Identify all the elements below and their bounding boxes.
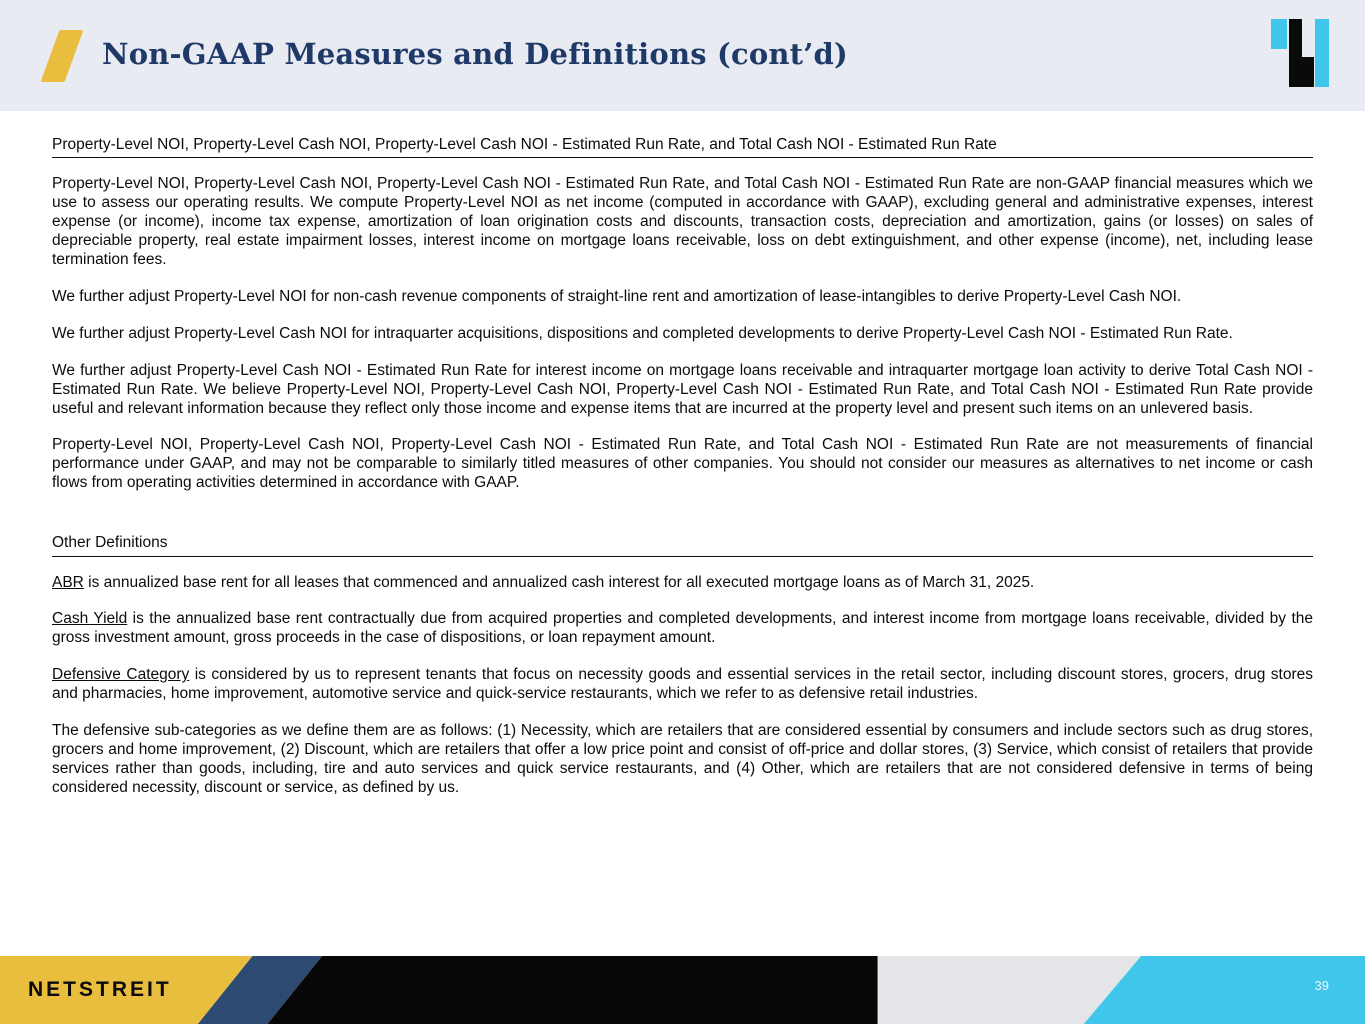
brand-wordmark: NETSTREIT	[28, 978, 172, 1001]
noi-paragraph: Property-Level NOI, Property-Level Cash NOI, Property-Level Cash NOI - Estimated Run Rate, and Total Cash NOI - Estimated Run Rate are non-GAAP financial measures which we use to assess our operating results. We compute Property-Level NOI as net income (computed in accordance with GAAP), excluding general and administrative expenses, interest expense (or income), income tax expense, amortization of loan origination costs and discounts, transaction costs, depreciation and amortization, gains (or losses) on sales of depreciable property, real estate impairment losses, interest income on mortgage loans receivable, loss on debt extinguishment, and other expense (income), net, including lease termination fees.	[52, 175, 1313, 268]
other-definitions-heading: Other Definitions	[52, 533, 1313, 556]
slide-header	[0, 0, 1365, 111]
noi-paragraph: We further adjust Property-Level Cash NOI - Estimated Run Rate for interest income on mortgage loans receivable and intraquarter mortgage loan activity to derive Total Cash NOI - Estimated Run Rate. We believe Property-Level NOI, Property-Level Cash NOI, Property-Level Cash NOI - Estimated Run Rate, and Total Cash NOI - Estimated Run Rate provide useful and relevant information because they reflect only those income and expense items that are incurred at the property level and present such items on an unlevered basis.	[52, 361, 1313, 417]
definition-term: Defensive Category	[52, 666, 190, 684]
definition-term: ABR	[52, 573, 84, 591]
netstreit-logo-icon	[1271, 17, 1329, 89]
definition-text: The defensive sub-categories as we define them are as follows: (1) Necessity, which are retailers that are considered essential by consumers and include sectors such as drug stores, grocers and home improvement, (2) Discount, which are retailers that offer a low price point and consist of off-price and dollar stores, (3) Service, which consist of retailers that provide services rather than goods, including, tire and auto services and quick service restaurants, and (4) Other, which are retailers that are not considered defensive in terms of being considered necessity, discount or service, as defined by us.	[52, 722, 1313, 796]
logo-cyan-block-icon	[1271, 19, 1287, 49]
definition-paragraph	[52, 722, 1313, 798]
page-title: Non-GAAP Measures and Definitions (cont’d)	[102, 36, 848, 71]
noi-paragraph: Property-Level NOI, Property-Level Cash NOI, Property-Level Cash NOI - Estimated Run Rate, and Total Cash NOI - Estimated Run Rate are not measurements of financial performance under GAAP, and may not be comparable to similarly titled measures of other companies. You should not consider our measures as alternatives to net income or cash flows from operating activities determined in accordance with GAAP.	[52, 436, 1313, 492]
slide-footer	[0, 956, 1365, 1024]
noi-paragraph: We further adjust Property-Level Cash NOI for intraquarter acquisitions, dispositions and completed developments to derive Property-Level Cash NOI - Estimated Run Rate.	[52, 324, 1233, 342]
definition-paragraph	[52, 574, 1313, 593]
slide-body	[0, 111, 1365, 798]
yellow-slash-icon	[41, 30, 84, 82]
noi-paragraph: We further adjust Property-Level NOI for non-cash revenue components of straight-line rent and amortization of lease-intangibles to derive Property-Level Cash NOI.	[52, 287, 1182, 305]
definition-paragraph	[52, 666, 1313, 704]
definition-text: is considered by us to represent tenants that focus on necessity goods and essential services in the retail sector, including discount stores, grocers, drug stores and pharmacies, home improvement, automotive service and quick-service restaurants, which we refer to as defensive retail industries.	[52, 666, 1314, 703]
definition-text: is annualized base rent for all leases that commenced and annualized cash interest for all executed mortgage loans as of March 31, 2025.	[83, 573, 1035, 591]
noi-section-heading: Property-Level NOI, Property-Level Cash NOI, Property-Level Cash NOI - Estimated Run Rate, and Total Cash NOI - Estimated Run Rate	[52, 135, 1313, 158]
page-number: 39	[1314, 978, 1329, 993]
logo-cyan-bar-icon	[1315, 19, 1329, 87]
logo-black-square-icon	[1297, 57, 1314, 87]
definition-term: Cash Yield	[52, 610, 128, 628]
definition-text: is the annualized base rent contractually due from acquired properties and completed developments, and interest income from mortgage loans receivable, divided by the gross investment amount, gross proceeds in the case of dispositions, or loan repayment amount.	[52, 610, 1313, 647]
definition-paragraph	[52, 610, 1313, 648]
